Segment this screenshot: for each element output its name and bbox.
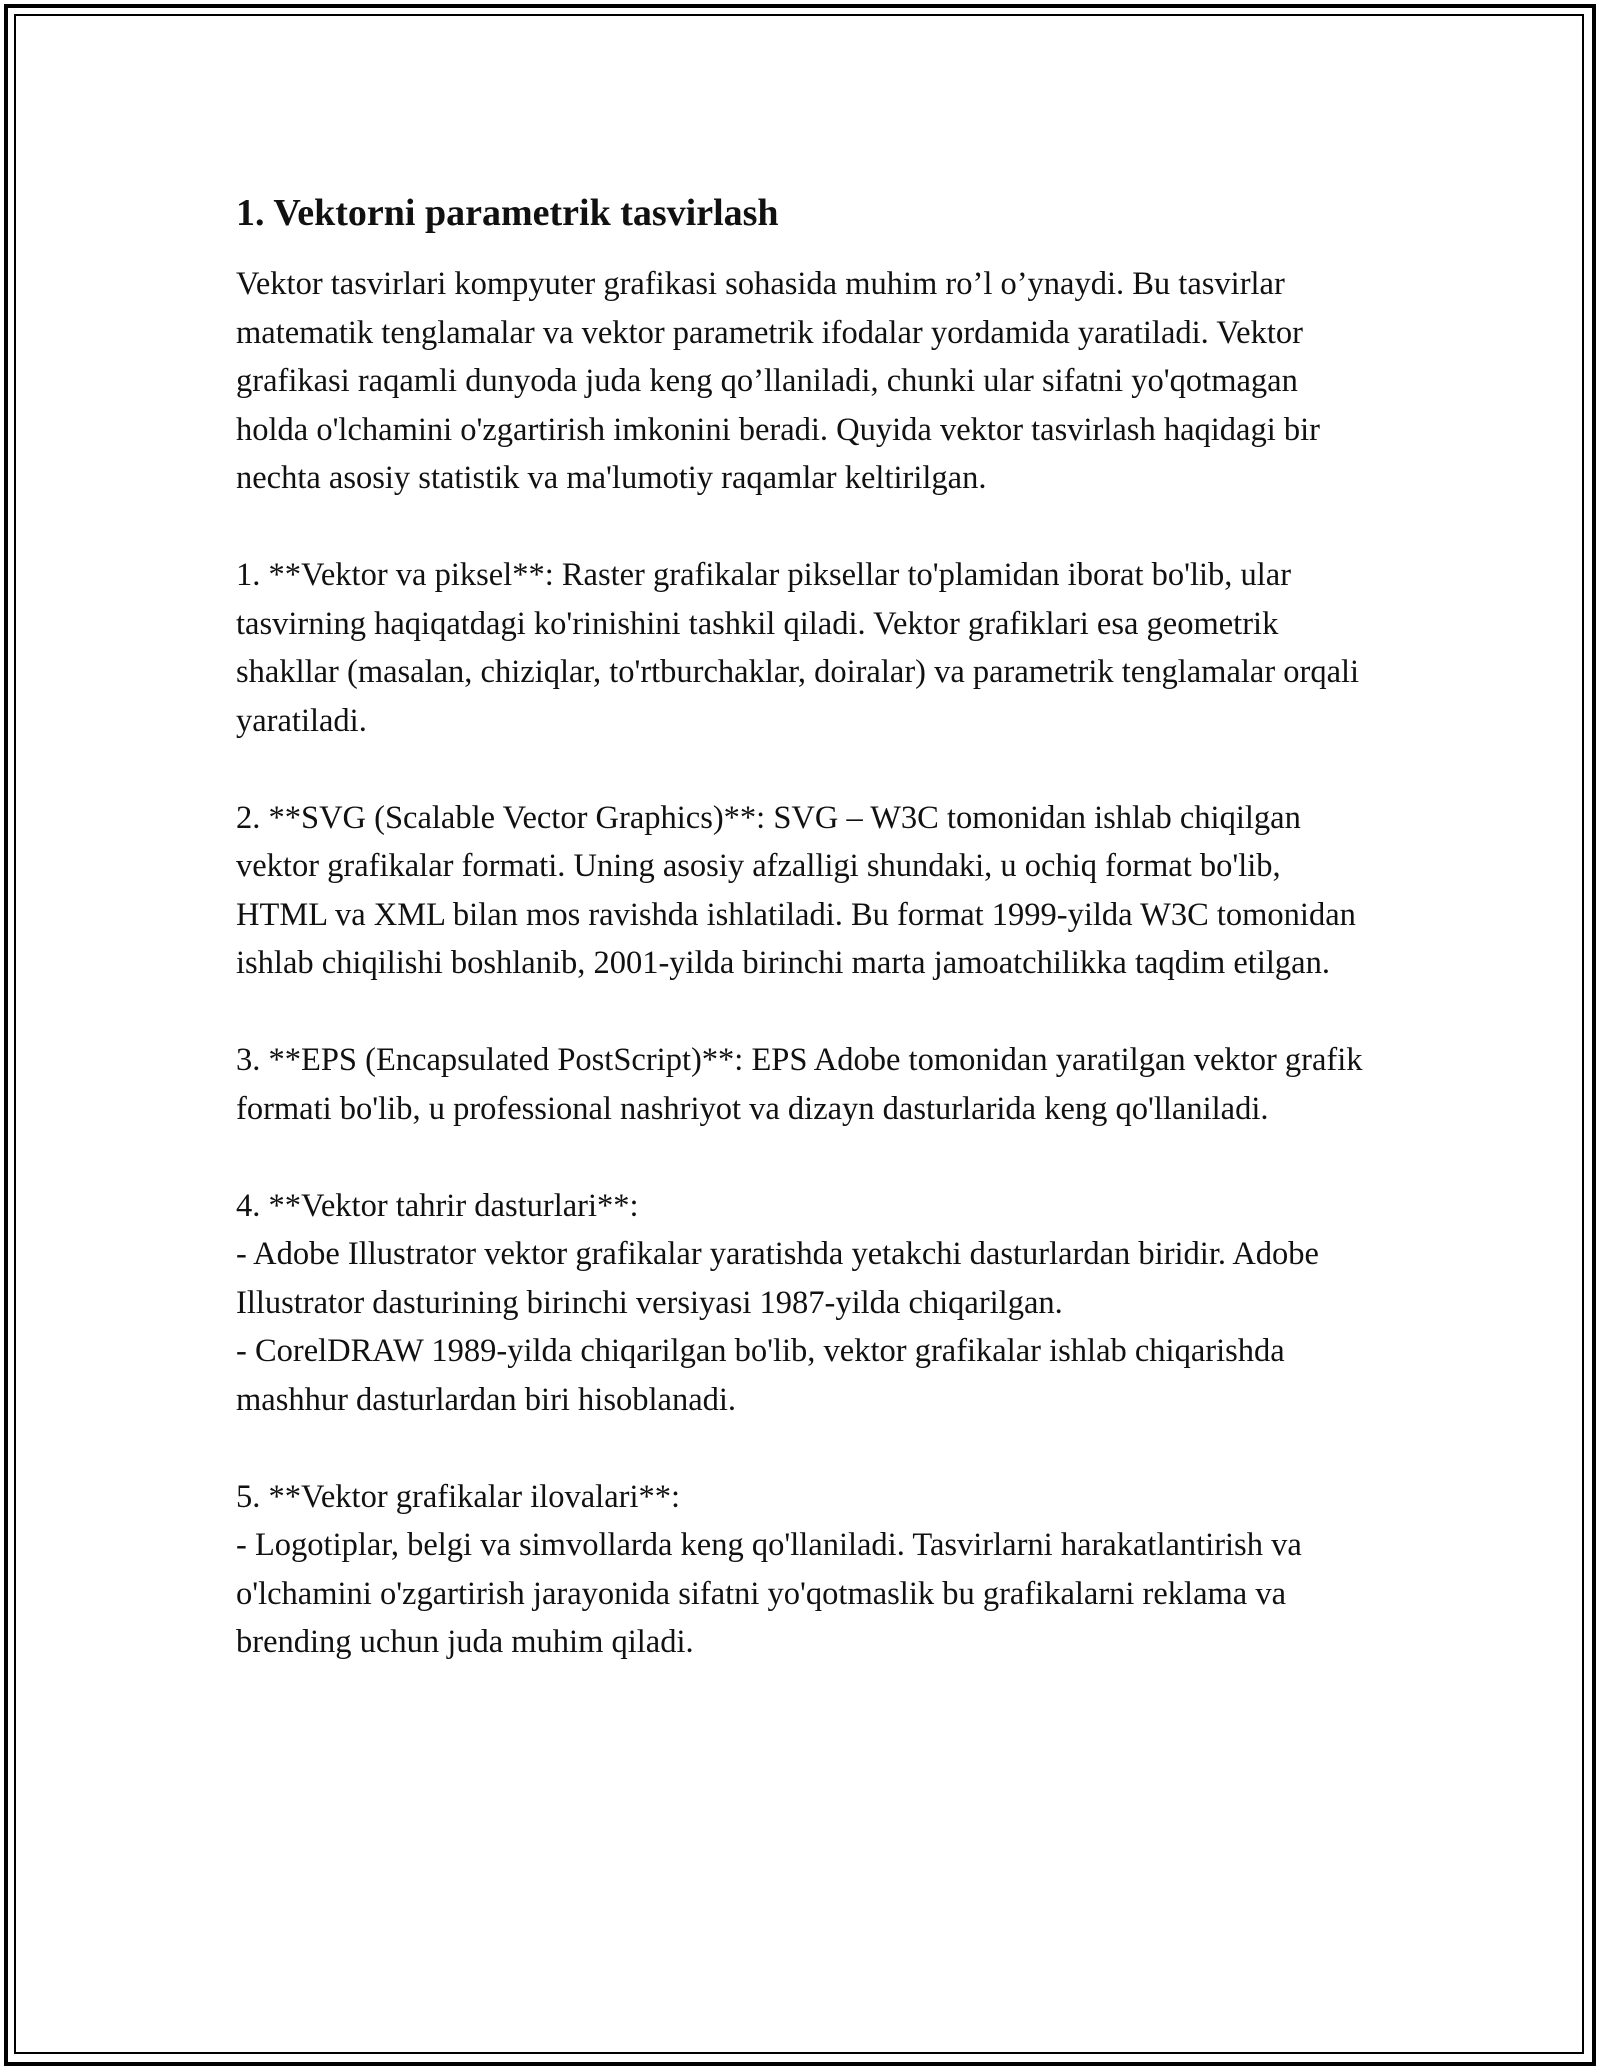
- item-vektor-grafikalar-ilovalari: 5. **Vektor grafikalar ilovalari**: - Logotiplar, belgi va simvollarda keng qo'llaniladi. Tasvirlarni harakatlantirish va o'lchamini o'zgartirish jarayonida sifatni yo'qotmaslik bu grafikalarni reklama va brending uchun juda muhim qiladi.: [236, 1478, 1302, 1660]
- intro-paragraph: Vektor tasvirlari kompyuter grafikasi sohasida muhim ro’l o’ynaydi. Bu tasvirlar matematik tenglamalar va vektor parametrik ifodalar yordamida yaratiladi. Vektor grafikasi raqamli dunyoda juda keng qo’llaniladi, chunki ular sifatni yo'qotmagan holda o'lchamini o'zgartirish imkonini beradi. Quyida vektor tasvirlash haqidagi bir nechta asosiy statistik va ma'lumotiy raqamlar keltirilgan.: [236, 266, 1320, 496]
- item-vektor-tahrir-dasturlari: 4. **Vektor tahrir dasturlari**: - Adobe Illustrator vektor grafikalar yaratishda yetakchi dasturlardan biridir. Adobe Illustrator dasturining birinchi versiyasi 1987-yilda chiqarilgan. - CorelDRAW 1989-yilda chiqarilgan bo'lib, vektor grafikalar ishlab chiqarishda mashhur dasturlardan biri hisoblanadi.: [236, 1187, 1319, 1418]
- item-eps: 3. **EPS (Encapsulated PostScript)**: EPS Adobe tomonidan yaratilgan vektor grafik formati bo'lib, u professional nashriyot va dizayn dasturlarida keng qo'llaniladi.: [236, 1042, 1363, 1127]
- item-vektor-va-piksel: 1. **Vektor va piksel**: Raster grafikalar piksellar to'plamidan iborat bo'lib, ular tasvirning haqiqatdagi ko'rinishini tashkil qiladi. Vektor grafiklari esa geometrik shakllar (masalan, chiziqlar, to'rtburchaklar, doiralar) va parametrik tenglamalar orqali yaratiladi.: [236, 557, 1360, 739]
- document-body: [236, 188, 1376, 1667]
- section-title: 1. Vektorni parametrik tasvirlash: [236, 192, 779, 234]
- item-svg: 2. **SVG (Scalable Vector Graphics)**: SVG – W3C tomonidan ishlab chiqilgan vektor grafikalar formati. Uning asosiy afzalligi shundaki, u ochiq format bo'lib, HTML va XML bilan mos ravishda ishlatiladi. Bu format 1999-yilda W3C tomonidan ishlab chiqilishi boshlanib, 2001-yilda birinchi marta jamoatchilikka taqdim etilgan.: [236, 799, 1356, 981]
